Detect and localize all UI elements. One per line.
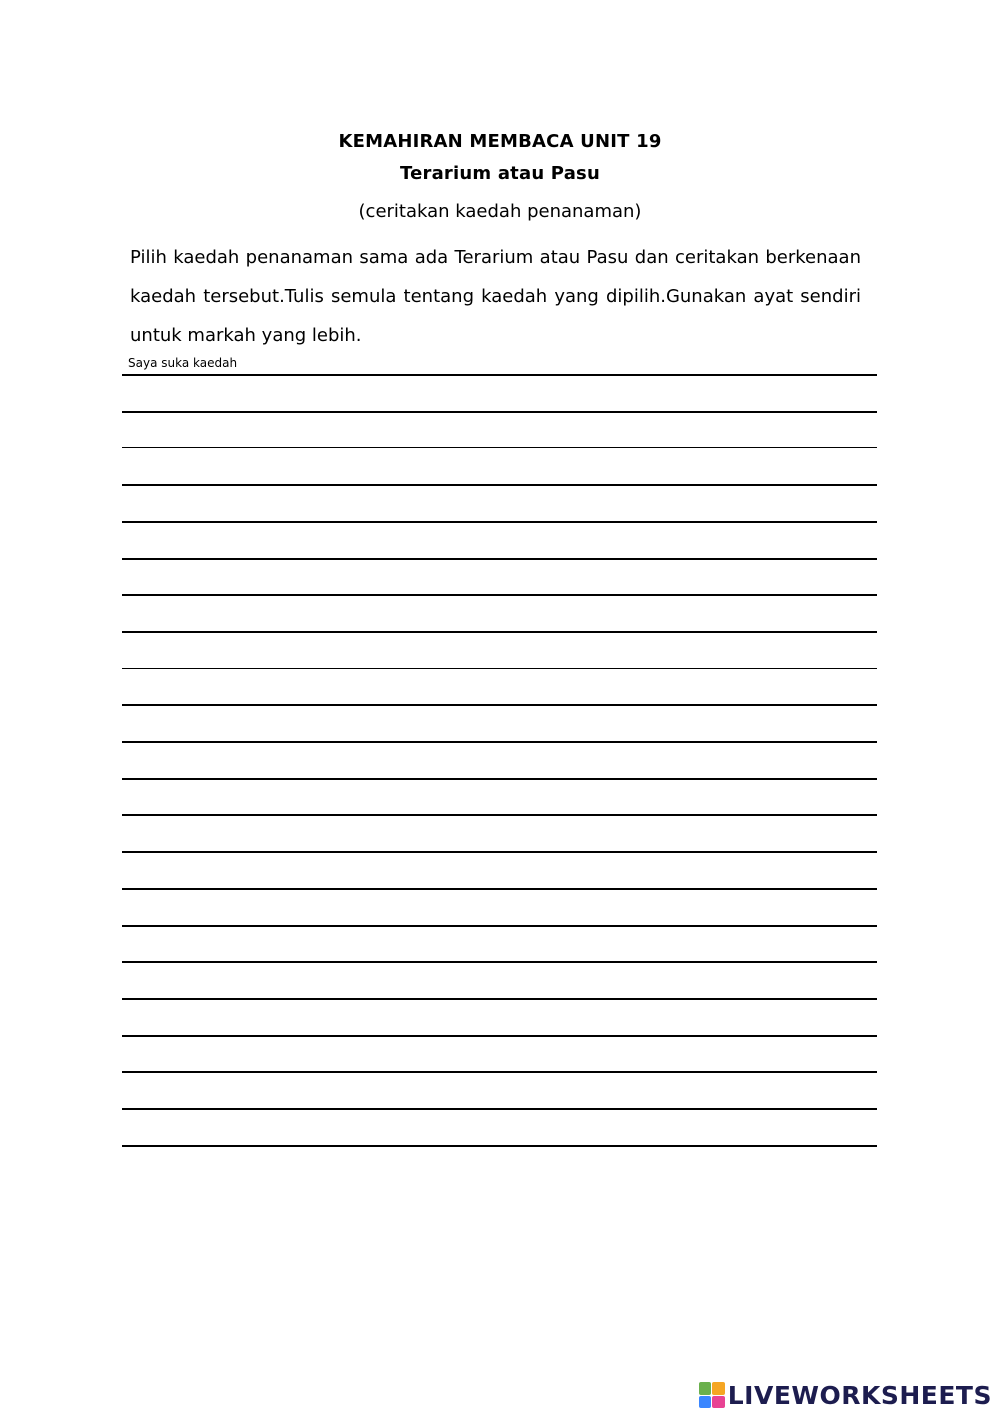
writing-line[interactable] <box>122 447 877 448</box>
writing-line[interactable] <box>122 668 877 669</box>
instructions-text: Pilih kaedah penanaman sama ada Terarium atau Pasu dan ceritakan berkenaan kaedah tersebut.Tulis semula tentang kaedah yang dipilih.Gunakan ayat sendiri untuk markah yang lebih. <box>130 247 861 346</box>
brand-footer <box>699 1378 992 1412</box>
writing-line[interactable] <box>122 961 877 963</box>
brand-text: LIVEWORKSHEETS <box>727 1380 992 1410</box>
liveworksheets-logo-icon <box>699 1382 725 1408</box>
worksheet-subtitle: Terarium atau Pasu <box>400 163 600 184</box>
writing-line[interactable] <box>122 411 877 413</box>
writing-line[interactable] <box>122 374 877 376</box>
writing-line[interactable] <box>122 1071 877 1073</box>
writing-line[interactable] <box>122 558 877 560</box>
writing-line[interactable] <box>122 778 877 780</box>
worksheet-note: (ceritakan kaedah penanaman) <box>358 201 642 222</box>
writing-line[interactable] <box>122 814 877 816</box>
writing-line[interactable] <box>122 998 877 1000</box>
writing-line[interactable] <box>122 741 877 743</box>
writing-line[interactable] <box>122 888 877 890</box>
writing-line[interactable] <box>122 631 877 633</box>
writing-line[interactable] <box>122 925 877 927</box>
worksheet-title: KEMAHIRAN MEMBACA UNIT 19 <box>338 131 662 152</box>
writing-line[interactable] <box>122 704 877 706</box>
writing-line[interactable] <box>122 1145 877 1147</box>
writing-line[interactable] <box>122 484 877 486</box>
writing-line[interactable] <box>122 1035 877 1037</box>
writing-line[interactable] <box>122 1108 877 1110</box>
answer-lines[interactable] <box>122 0 877 1413</box>
writing-line[interactable] <box>122 521 877 523</box>
writing-line[interactable] <box>122 594 877 596</box>
answer-starter-text: Saya suka kaedah <box>128 356 238 370</box>
writing-line[interactable] <box>122 851 877 853</box>
